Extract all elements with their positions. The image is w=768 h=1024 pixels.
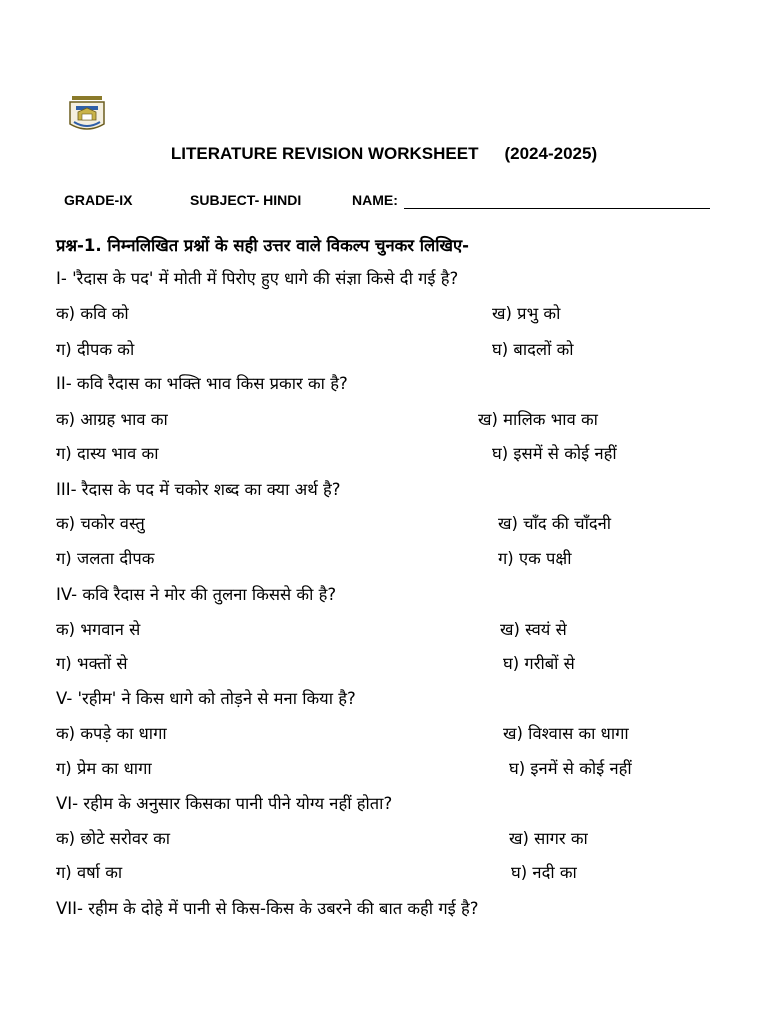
question-1: I- 'रैदास के पद' में मोती में पिरोए हुए धागे की संज्ञा किसे दी गई है? [56,269,459,288]
question-6: VI- रहीम के अनुसार किसका पानी पीने योग्य नहीं होता? [56,794,393,813]
q1-option-a: क) कवि को [56,304,129,323]
q2-option-d: घ) इसमें से कोई नहीं [492,444,617,463]
q5-option-a: क) कपड़े का धागा [56,724,167,743]
q3-option-c: ग) जलता दीपक [56,549,155,568]
question-3: III- रैदास के पद में चकोर शब्द का क्या अर्थ है? [56,480,341,499]
q5-option-c: ग) प्रेम का धागा [56,759,152,778]
q3-option-a: क) चकोर वस्तु [56,514,145,533]
q1-option-b: ख) प्रभु को [492,304,561,323]
q4-option-a: क) भगवान से [56,620,141,639]
student-info-row [0,192,768,214]
q3-option-d: ग) एक पक्षी [498,549,572,568]
q1-option-d: घ) बादलों को [492,340,574,359]
q6-option-b: ख) सागर का [509,829,588,848]
q4-option-c: ग) भक्तों से [56,654,128,673]
q1-option-c: ग) दीपक को [56,340,135,359]
q2-option-c: ग) दास्य भाव का [56,444,159,463]
q2-option-b: ख) मालिक भाव का [478,410,598,429]
school-crest-icon [66,94,108,134]
q3-option-b: ख) चाँद की चाँदनी [498,514,612,533]
name-label: NAME: [352,192,398,208]
q6-option-c: ग) वर्षा का [56,863,123,882]
section-instruction: प्रश्न-1. निम्नलिखित प्रश्नों के सही उत्तर वाले विकल्प चुनकर लिखिए- [56,236,469,255]
q6-option-a: क) छोटे सरोवर का [56,829,171,848]
q5-option-d: घ) इनमें से कोई नहीं [509,759,632,778]
question-7: VII- रहीम के दोहे में पानी से किस-किस के उबरने की बात कही गई है? [56,899,479,918]
title-text: LITERATURE REVISION WORKSHEET [170,144,479,163]
subject-label: SUBJECT- HINDI [190,192,302,208]
question-5: V- 'रहीम' ने किस धागे को तोड़ने से मना किया है? [56,689,356,708]
question-2: II- कवि रैदास का भक्ति भाव किस प्रकार का है? [56,374,348,393]
name-blank-line [404,208,710,209]
question-4: IV- कवि रैदास ने मोर की तुलना किससे की है? [56,585,337,604]
q2-option-a: क) आग्रह भाव का [56,410,168,429]
academic-year: (2024-2025) [504,144,598,163]
grade-label: GRADE-IX [64,192,133,208]
q5-option-b: ख) विश्वास का धागा [503,724,629,743]
q4-option-b: ख) स्वयं से [500,620,567,639]
q4-option-d: घ) गरीबों से [503,654,575,673]
q6-option-d: घ) नदी का [511,863,577,882]
worksheet-title [0,144,768,164]
